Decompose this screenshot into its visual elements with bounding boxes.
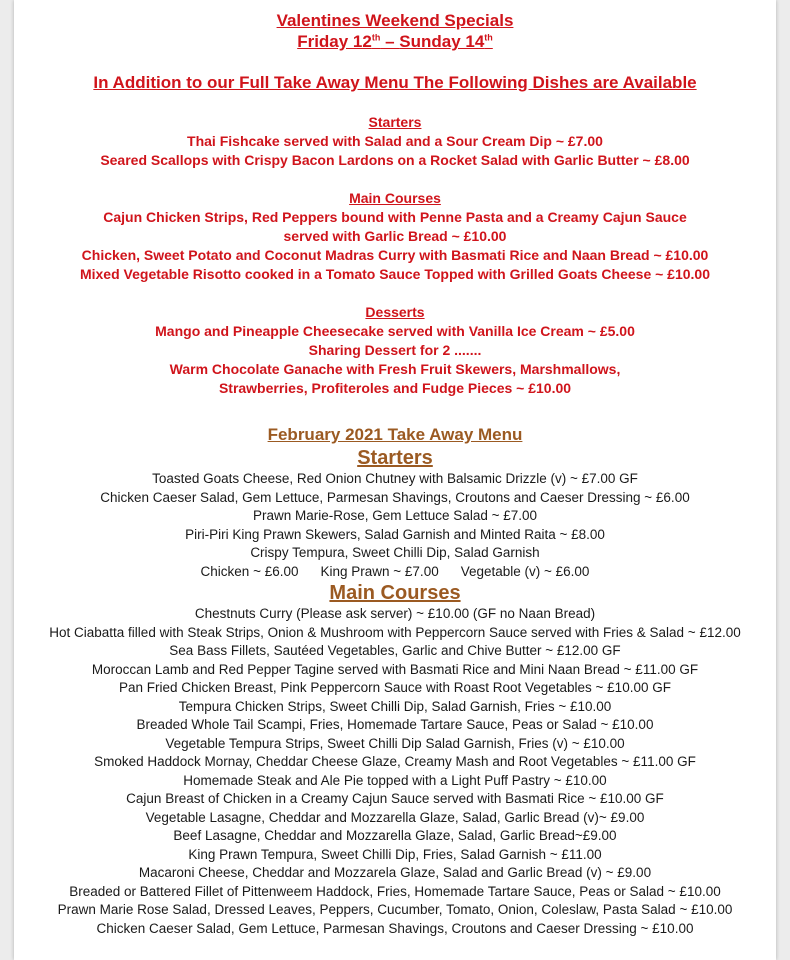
specials-starters-list — [14, 132, 776, 170]
specials-dessert-item: Strawberries, Profiteroles and Fudge Pieces ~ £10.00 — [218, 380, 572, 396]
date-end-suffix: th — [484, 32, 493, 43]
specials-main-item: served with Garlic Bread ~ £10.00 — [283, 228, 507, 244]
menu-main-item: Breaded Whole Tail Scampi, Fries, Homemade Tartare Sauce, Peas or Salad ~ £10.00 — [136, 717, 654, 732]
specials-dessert-item: Warm Chocolate Ganache with Fresh Fruit Skewers, Marshmallows, — [169, 361, 621, 377]
specials-main-item: Mixed Vegetable Risotto cooked in a Tomato Sauce Topped with Grilled Goats Cheese ~ £10.00 — [79, 266, 711, 282]
menu-content — [14, 10, 776, 938]
menu-main-item: Vegetable Lasagne, Cheddar and Mozzarella Glaze, Salad, Garlic Bread (v)~ £9.00 — [145, 809, 645, 825]
menu-main-item: Macaroni Cheese, Cheddar and Mozzarela Glaze, Salad and Garlic Bread (v) ~ £9.00 — [138, 865, 652, 880]
specials-dessert-item: Sharing Dessert for 2 ....... — [308, 342, 482, 358]
menu-starter-item: Crispy Tempura, Sweet Chilli Dip, Salad Garnish — [250, 545, 540, 560]
date-separator: – — [380, 32, 400, 51]
specials-starters-heading: Starters — [368, 114, 422, 130]
specials-dates — [14, 31, 776, 52]
menu-starter-item: Piri-Piri King Prawn Skewers, Salad Garnish and Minted Raita ~ £8.00 — [185, 526, 605, 542]
specials-starter-item: Thai Fishcake served with Salad and a Sour Cream Dip ~ £7.00 — [187, 133, 603, 149]
menu-main-item: Vegetable Tempura Strips, Sweet Chilli Dip Salad Garnish, Fries (v) ~ £10.00 — [165, 735, 625, 751]
date-start-suffix: th — [371, 32, 381, 43]
specials-title: Valentines Weekend Specials — [276, 11, 514, 30]
tempura-option-vegetable: Vegetable (v) ~ £6.00 — [460, 563, 590, 579]
menu-starter-item: Chicken Caeser Salad, Gem Lettuce, Parmesan Shavings, Croutons and Caeser Dressing ~ £6.00 — [100, 489, 690, 505]
specials-main-item: Chicken, Sweet Potato and Coconut Madras Curry with Basmati Rice and Naan Bread ~ £10.00 — [81, 247, 709, 263]
specials-mains-heading: Main Courses — [349, 190, 441, 206]
menu-main-item: Prawn Marie Rose Salad, Dressed Leaves, Peppers, Cucumber, Tomato, Onion, Coleslaw, Pasta Salad ~ £10.00 — [57, 902, 733, 917]
specials-mains-list — [14, 208, 776, 284]
menu-main-item: Pan Fried Chicken Breast, Pink Peppercorn Sauce with Roast Root Vegetables ~ £10.00 GF — [119, 680, 671, 695]
specials-desserts-list — [14, 322, 776, 398]
menu-main-item: Cajun Breast of Chicken in a Creamy Cajun Sauce served with Basmati Rice ~ £10.00 GF — [126, 791, 664, 806]
menu-main-item: Chicken Caeser Salad, Gem Lettuce, Parmesan Shavings, Croutons and Caeser Dressing ~ £10.00 — [96, 920, 694, 936]
menu-main-item: Hot Ciabatta filled with Steak Strips, Onion & Mushroom with Peppercorn Sauce served with Fries & Salad ~ £12.00 — [49, 624, 741, 640]
menu-starter-item: Prawn Marie-Rose, Gem Lettuce Salad ~ £7.00 — [252, 508, 538, 523]
menu-main-item: Sea Bass Fillets, Sautéed Vegetables, Garlic and Chive Butter ~ £12.00 GF — [169, 643, 621, 658]
date-start: Friday 12 — [297, 32, 372, 51]
menu-mains-list — [14, 605, 776, 938]
menu-title: February 2021 Take Away Menu — [267, 425, 523, 444]
menu-starters-heading: Starters — [357, 447, 433, 469]
specials-desserts-heading: Desserts — [365, 304, 425, 320]
menu-main-item: Smoked Haddock Mornay, Cheddar Cheese Glaze, Creamy Mash and Root Vegetables ~ £11.00 GF — [94, 754, 696, 769]
menu-main-item: Tempura Chicken Strips, Sweet Chilli Dip, Salad Garnish, Fries ~ £10.00 — [178, 698, 612, 714]
specials-intro: In Addition to our Full Take Away Menu The Following Dishes are Available — [93, 73, 697, 92]
specials-starter-item: Seared Scallops with Crispy Bacon Lardons on a Rocket Salad with Garlic Butter ~ £8.00 — [100, 152, 690, 168]
menu-main-item: Beef Lasagne, Cheddar and Mozzarella Glaze, Salad, Garlic Bread~£9.00 — [173, 828, 617, 843]
specials-main-item: Cajun Chicken Strips, Red Peppers bound with Penne Pasta and a Creamy Cajun Sauce — [103, 209, 687, 225]
menu-main-item: Moroccan Lamb and Red Pepper Tagine served with Basmati Rice and Mini Naan Bread ~ £11.00 GF — [91, 661, 699, 677]
menu-main-item: Chestnuts Curry (Please ask server) ~ £10.00 (GF no Naan Bread) — [194, 606, 596, 621]
tempura-options — [14, 563, 776, 582]
menu-main-item: Breaded or Battered Fillet of Pittenweem Haddock, Fries, Homemade Tartare Sauce, Peas or Salad ~ £10.00 — [69, 883, 721, 899]
tempura-option-chicken: Chicken ~ £6.00 — [200, 563, 299, 579]
menu-main-item: King Prawn Tempura, Sweet Chilli Dip, Fries, Salad Garnish ~ £11.00 — [188, 846, 602, 862]
date-end: Sunday 14 — [399, 32, 485, 51]
specials-dessert-item: Mango and Pineapple Cheesecake served with Vanilla Ice Cream ~ £5.00 — [155, 323, 635, 339]
menu-main-item: Homemade Steak and Ale Pie topped with a Light Puff Pastry ~ £10.00 — [183, 772, 607, 788]
menu-starter-item: Toasted Goats Cheese, Red Onion Chutney with Balsamic Drizzle (v) ~ £7.00 GF — [152, 471, 638, 486]
menu-mains-heading: Main Courses — [329, 582, 461, 604]
menu-page — [14, 0, 776, 960]
menu-starters-list — [14, 470, 776, 581]
tempura-option-king-prawn: King Prawn ~ £7.00 — [320, 563, 439, 579]
